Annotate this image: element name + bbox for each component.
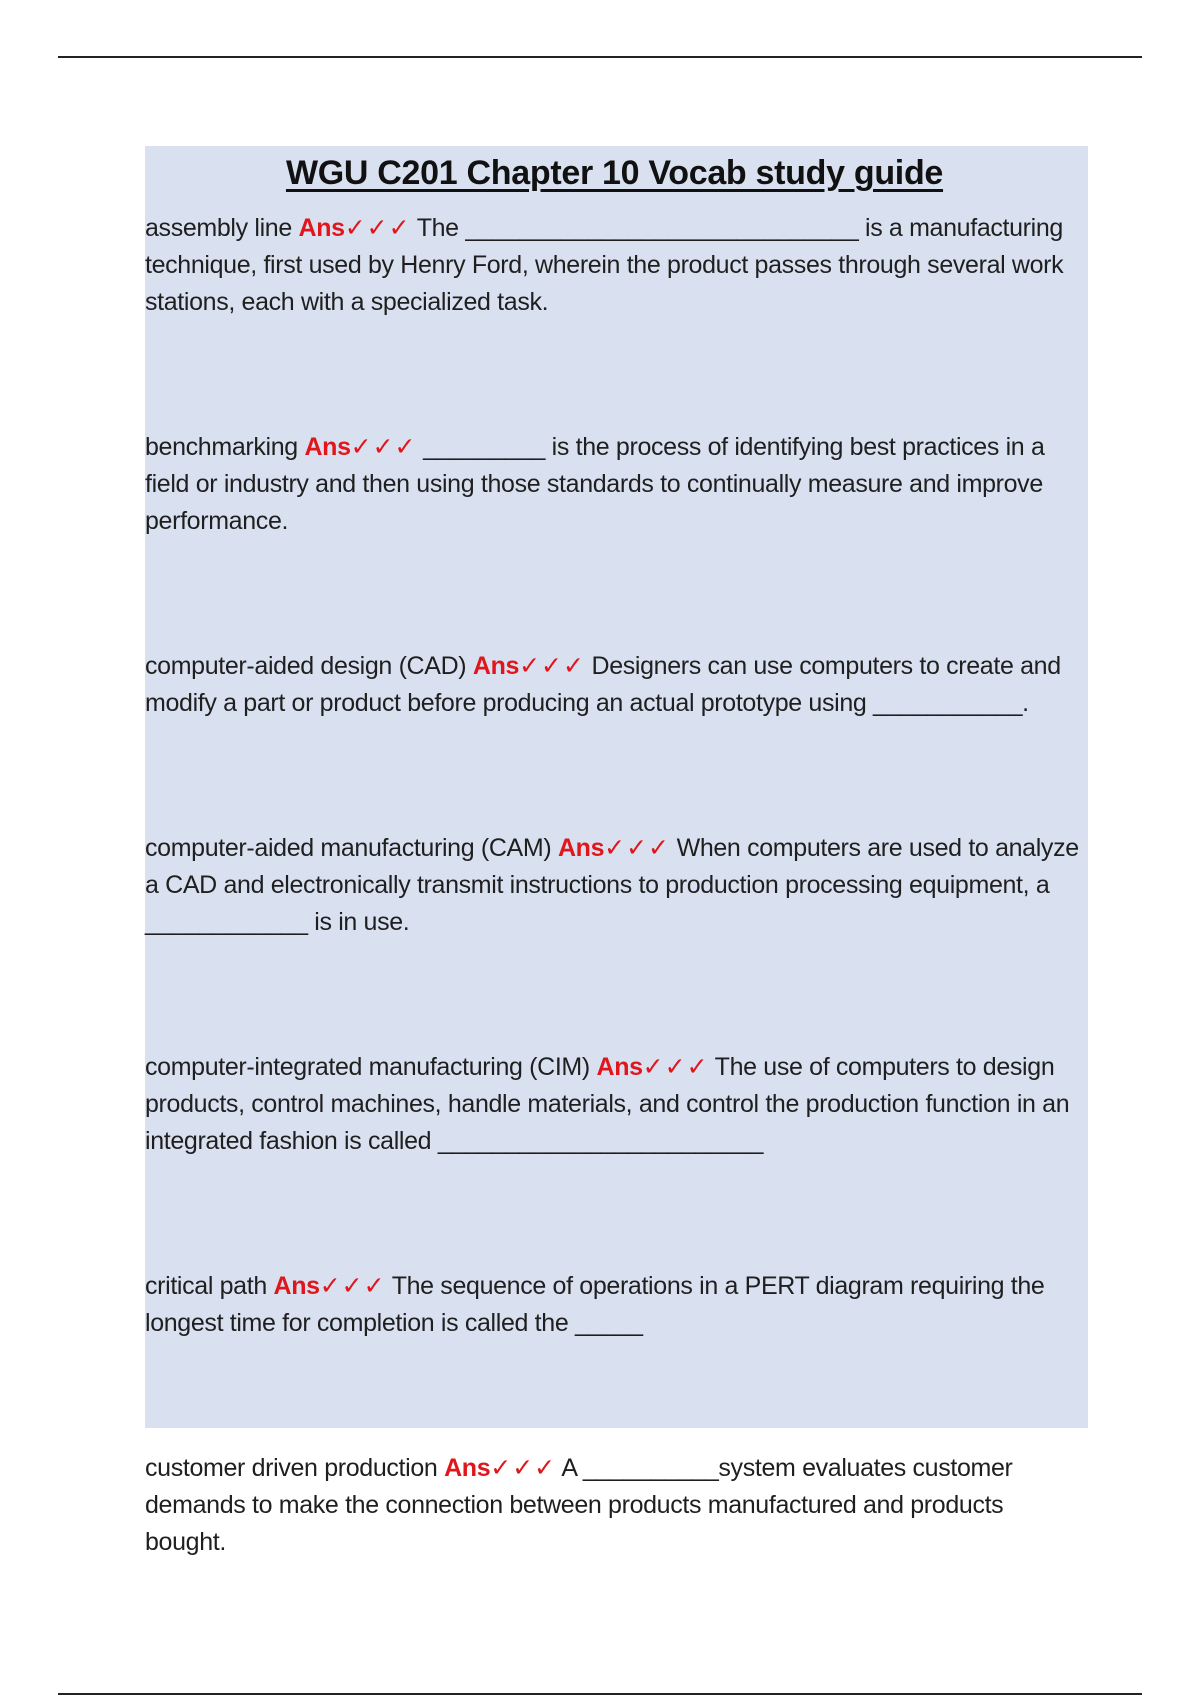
- vocab-term: critical path: [145, 1272, 267, 1300]
- checkmarks-icon: ✓✓✓: [519, 652, 585, 680]
- vocab-definition: _________ is the process of identifying best practices in a field or industry and then using those standards to continually measure and improve performance.: [145, 433, 1045, 535]
- checkmarks-icon: ✓✓✓: [344, 214, 411, 242]
- vocab-definition: The sequence of operations in a PERT diagram requiring the longest time for completion is called the _____: [145, 1272, 1045, 1337]
- answer-label: Ans: [273, 1272, 320, 1300]
- vocab-term: computer-aided manufacturing (CAM): [145, 834, 552, 862]
- vocab-entry: [145, 1049, 1084, 1160]
- answer-label: Ans: [444, 1454, 491, 1482]
- vocab-entry: [145, 1268, 1084, 1342]
- vocab-entry: [145, 1450, 1084, 1561]
- vocab-definition: The use of computers to design products, control machines, handle materials, and control the production function in an integrated fashion is called ________________________: [145, 1053, 1070, 1155]
- vocab-term: computer-integrated manufacturing (CIM): [145, 1053, 590, 1081]
- vocab-definition: The _____________________________ is a manufacturing technique, first used by Henry Ford, wherein the product passes through several work stations, each with a specialized task.: [145, 214, 1064, 316]
- vocab-definition: A __________system evaluates customer demands to make the connection between products manufactured and products bought.: [145, 1454, 1013, 1556]
- checkmarks-icon: ✓✓✓: [319, 1272, 386, 1300]
- vocab-term: assembly line: [145, 214, 292, 242]
- bottom-rule: [58, 1693, 1142, 1695]
- vocab-entry: [145, 830, 1084, 941]
- document-title: WGU C201 Chapter 10 Vocab study guide: [285, 154, 944, 192]
- vocab-entry: [145, 648, 1084, 722]
- vocab-entry: [145, 429, 1084, 540]
- answer-label: Ans: [304, 433, 351, 461]
- study-guide-panel: [145, 146, 1088, 1556]
- answer-label: Ans: [298, 214, 345, 242]
- answer-label: Ans: [596, 1053, 643, 1081]
- checkmarks-icon: ✓✓✓: [604, 834, 670, 862]
- vocab-list: [145, 210, 1084, 1561]
- vocab-term: computer-aided design (CAD): [145, 652, 467, 680]
- vocab-definition: Designers can use computers to create and modify a part or product before producing an actual prototype using ___________.: [145, 652, 1061, 717]
- checkmarks-icon: ✓✓✓: [350, 433, 417, 461]
- vocab-definition: When computers are used to analyze a CAD and electronically transmit instructions to production processing equipment, a ____________ is in use.: [145, 834, 1079, 936]
- vocab-term: benchmarking: [145, 433, 298, 461]
- answer-label: Ans: [557, 834, 605, 862]
- answer-label: Ans: [472, 652, 520, 680]
- checkmarks-icon: ✓✓✓: [490, 1454, 557, 1482]
- vocab-entry: [145, 210, 1084, 321]
- vocab-term: customer driven production: [145, 1454, 438, 1482]
- checkmarks-icon: ✓✓✓: [642, 1053, 709, 1081]
- top-rule: [58, 56, 1142, 58]
